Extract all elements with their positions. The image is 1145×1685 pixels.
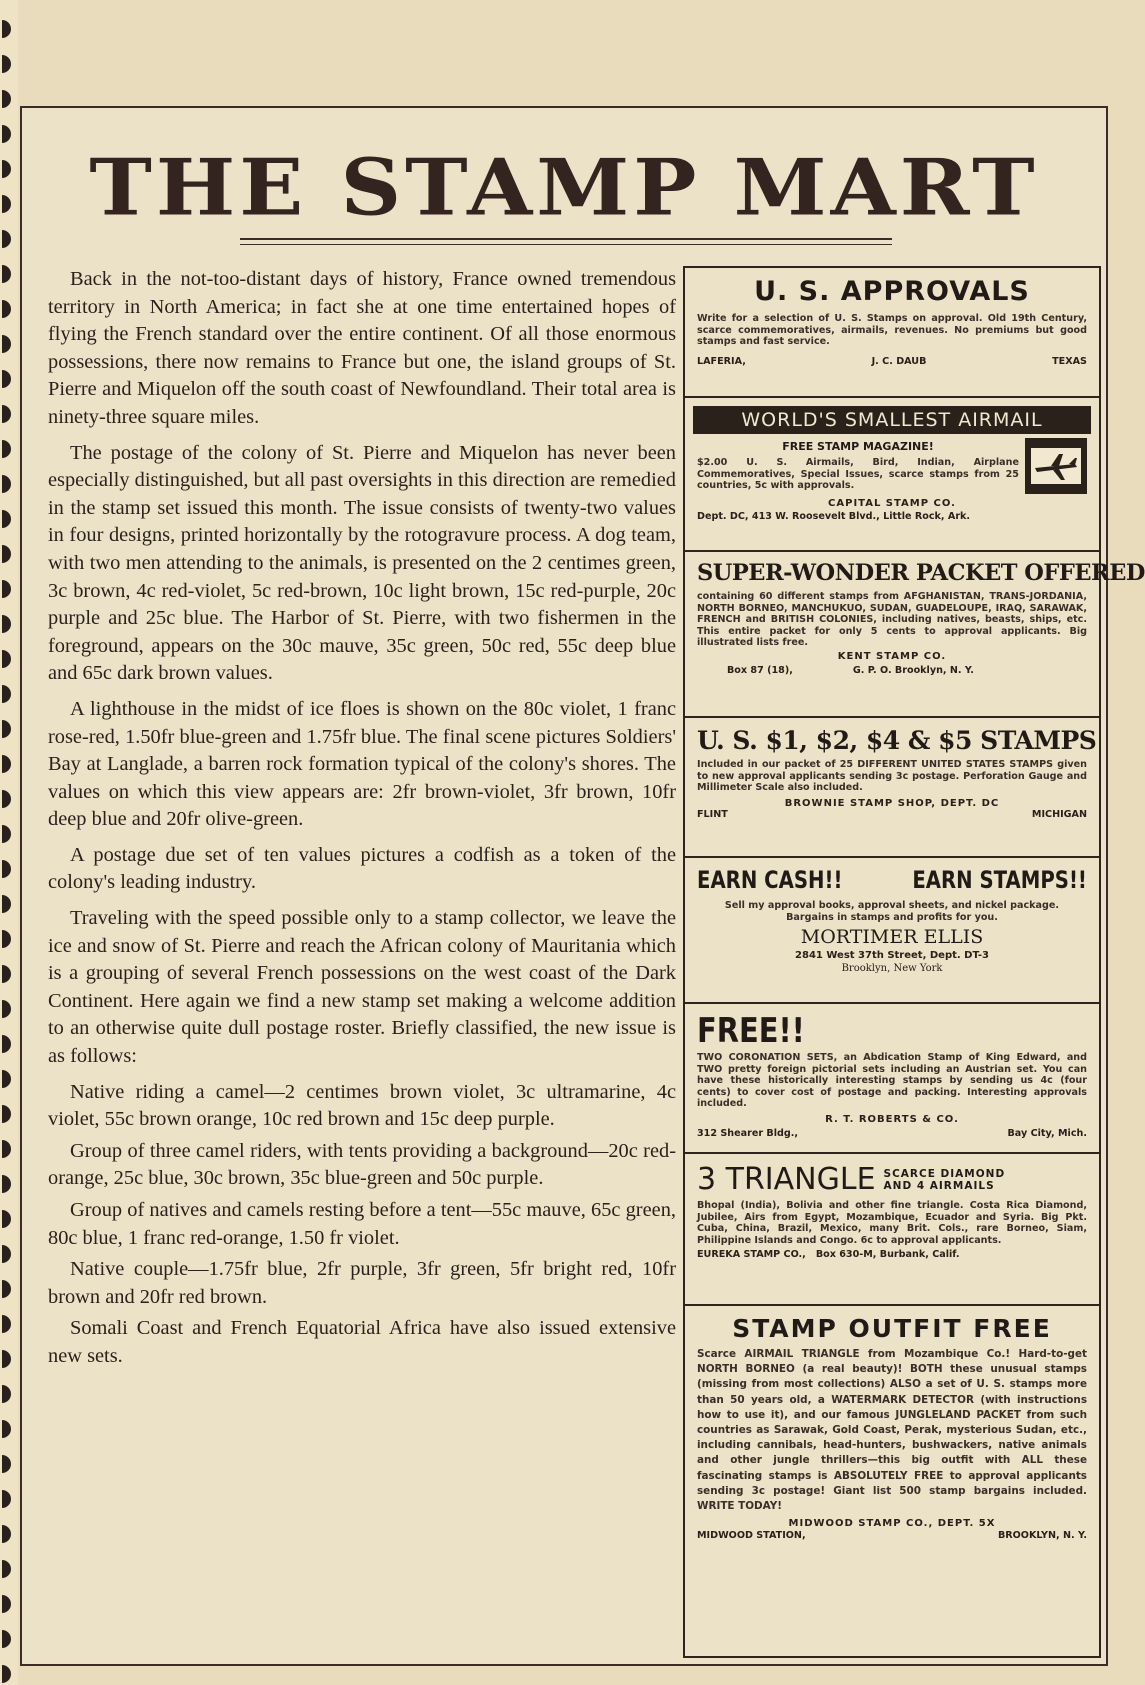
binding-hole [2, 545, 11, 563]
ad-body: Sell my approval books, approval sheets, and nickel package. Bargains in stamps and profits for you. [724, 900, 1060, 923]
ad-address: 2841 West 37th Street, Dept. DT-3 [795, 950, 989, 962]
ad-address-row [697, 809, 1087, 820]
binding-hole [2, 720, 11, 738]
ad-subhead: FREE STAMP MAGAZINE! [782, 440, 934, 453]
ad-box: Box 87 (18), [727, 664, 793, 676]
ad-side-text [884, 1168, 1087, 1192]
binding-hole [2, 1140, 11, 1158]
ad-us-dollar-stamps [685, 718, 1099, 858]
binding-hole [2, 1035, 11, 1053]
binding-hole [2, 300, 11, 318]
binding-hole [2, 930, 11, 948]
ad-address-row [697, 1530, 1087, 1541]
ad-us-approvals [685, 268, 1099, 398]
ad-headline: FREE!! [697, 1011, 805, 1051]
binding-hole [2, 615, 11, 633]
binding-hole [2, 895, 11, 913]
ad-name: J. C. DAUB [871, 355, 927, 367]
ad-name: MORTIMER ELLIS [800, 926, 984, 949]
ad-airmail-content [697, 438, 1087, 494]
ad-headline-row [697, 1162, 1087, 1197]
title-rule-thin [240, 244, 892, 245]
ad-state: MICHIGAN [1031, 808, 1087, 820]
binding-hole [2, 475, 11, 493]
article-paragraph: Group of three camel riders, with tents providing a background—20c red-orange, 25c blue, 30c brown, 35c blue-green and 50c purple. [48, 1139, 676, 1190]
binding-hole [2, 1525, 11, 1543]
article-paragraph: Back in the not-too-distant days of history, France owned tremendous territory in North America; in fact she at one time entertained hopes of flying the French standard over the entire continent. Of all those enormous possessions, there now remains to France but one, the island groups of St. Pierre and Miquelon off the south coast of Newfoundland. Their total area is ninety-three square miles. [48, 268, 676, 428]
binding-hole [2, 1595, 11, 1613]
advertisement-column [683, 266, 1145, 1658]
article-column [48, 266, 676, 1375]
ad-city: Bay City, Mich. [1007, 1127, 1087, 1139]
article-paragraph: Native riding a camel—2 centimes brown violet, 3c ultramarine, 4c violet, 55c brown orange, 10c red brown and 15c deep purple. [48, 1080, 676, 1131]
article-paragraph: A lighthouse in the midst of ice floes is shown on the 80c violet, 1 franc rose-red, 1.50fr blue-green and 1.75fr blue. The final scene pictures Soldiers' Bay at Langlade, a barren rock formation typical of the colony's shores. The values on which this view appears are: 2fr brown-violet, 3fr brown, 10fr deep blue and 20fr olive-green. [48, 697, 676, 831]
ad-body: $2.00 U. S. Airmails, Bird, Indian, Airplane Commemoratives, Special Issues, scarce stamps from 25 countries, 5c with approvals. [697, 457, 1019, 492]
ad-state: TEXAS [1052, 355, 1087, 367]
ad-city: Brooklyn, New York [841, 963, 943, 975]
binding-hole [2, 1560, 11, 1578]
ad-headline-row [697, 866, 1087, 894]
ad-company: R. T. ROBERTS & CO. [825, 1113, 959, 1125]
ad-headline: EARN CASH!! [697, 866, 843, 894]
binding-hole [2, 1420, 11, 1438]
ad-headline: U. S. $1, $2, $4 & $5 STAMPS [697, 726, 1097, 755]
ad-body: Scarce AIRMAIL TRIANGLE from Mozambique Co.! Hard-to-get NORTH BORNEO (a real beauty)! BOTH these unusual stamps (missing from most collections) ALSO a set of U. S. stamps more than 50 years old, a WATERMARK DETECTOR (with instructions how to use it), and our famous JUNGLELAND PACKET from such countries as Sarawak, Gold Coast, Perak, mysterious Sudan, etc., including cannibals, head-hunters, bushwackers, native animals and other jungle thrillers—this big outfit with ALL these fascinating stamps is ABSOLUTELY FREE to approval applicants sending 3c postage! Giant list 500 stamp bargains included. WRITE TODAY! [697, 1348, 1087, 1513]
binding-hole [2, 685, 11, 703]
binding-hole [2, 860, 11, 878]
ad-airmail-text [697, 438, 1019, 492]
ad-triangle [685, 1154, 1099, 1306]
article-paragraph: Traveling with the speed possible only to a stamp collector, we leave the ice and snow of St. Pierre and reach the African colony of Mauritania which is a grouping of several French possessions on the west coast of the Dark Continent. Here again we find a new stamp set making a welcome addition to an otherwise quite dull postage roster. Briefly classified, the new issue is as follows: [48, 907, 676, 1068]
ad-address-row [697, 356, 1087, 367]
ad-smallest-airmail [685, 398, 1099, 552]
ad-side-top: SCARCE DIAMOND [883, 1167, 1006, 1180]
ad-company: BROWNIE STAMP SHOP, DEPT. DC [784, 797, 1000, 809]
binding-hole [2, 1000, 11, 1018]
ad-body: TWO CORONATION SETS, an Abdication Stamp of King Edward, and TWO pretty foreign pictorial sets including an Austrian set. You can have these historically interesting stamps by sending us 4c (four cents) to cover cost of postage and packing. Interesting approvals included. [697, 1052, 1087, 1110]
binding-hole [2, 125, 11, 143]
ad-address: Dept. DC, 413 W. Roosevelt Blvd., Little Rock, Ark. [697, 511, 971, 522]
binding-hole [2, 790, 11, 808]
binding-hole [2, 650, 11, 668]
ad-company: KENT STAMP CO. [837, 650, 947, 662]
page-title: THE STAMP MART [89, 141, 1039, 234]
binding-hole [2, 1105, 11, 1123]
article-paragraph: The postage of the colony of St. Pierre and Miquelon has never been especially distinguished, but all past oversights in this direction are remedied in the stamp set issued this month. The issue consists of twenty-two values in four designs, printed horizontally by the rotogravure process. A dog team, with two men attending to the animals, is presented on the 2 centimes green, 3c brown, 4c red-violet, 5c red-brown, 10c light brown, 15c red-purple, 20c purple and 25c blue. The Harbor of St. Pierre, with two fishermen in the foreground, appears on the 30c mauve, 35c green, 50c red, 55c deep blue and 65c dark brown values. [48, 441, 676, 685]
binding-hole [2, 1490, 11, 1508]
ad-headline: U. S. APPROVALS [754, 276, 1030, 307]
binding-hole [2, 20, 11, 38]
binding-hole [2, 965, 11, 983]
binding-hole [2, 1070, 11, 1088]
binding-hole [2, 55, 11, 73]
ad-headline: STAMP OUTFIT FREE [732, 1314, 1052, 1343]
ad-earn-cash [685, 858, 1099, 1004]
airplane-illustration-icon [1025, 438, 1087, 494]
binding-hole [2, 370, 11, 388]
binding-hole [2, 825, 11, 843]
ad-city: G. P. O. Brooklyn, N. Y. [852, 664, 974, 676]
ad-company: CAPITAL STAMP CO. [828, 498, 956, 509]
magazine-page [20, 106, 1145, 1666]
ad-city: FLINT [697, 808, 728, 820]
ad-address-row [697, 1249, 1087, 1260]
binding-hole [2, 160, 11, 178]
binding-hole [2, 1350, 11, 1368]
article-paragraph: Native couple—1.75fr blue, 2fr purple, 3fr green, 5fr bright red, 10fr brown and 20fr red brown. [48, 1258, 676, 1308]
binding-hole [2, 230, 11, 248]
binding-hole [2, 195, 11, 213]
binding-hole [2, 1665, 11, 1683]
binding-hole [2, 1385, 11, 1403]
ad-city: BROOKLYN, N. Y. [997, 1530, 1087, 1542]
ad-body: containing 60 different stamps from AFGHANISTAN, TRANS-JORDANIA, NORTH BORNEO, MANCHUKUO, SUDAN, GUADELOUPE, IRAQ, SARAWAK, FRENCH and BRITISH COLONIES, including natives, beasts, ships, etc. This entire packet for only 5 cents to approval applicants. Big illustrated lists free. [697, 591, 1087, 649]
ad-free-top [697, 1012, 1087, 1050]
article-paragraph: Group of natives and camels resting before a tent—55c mauve, 65c green, 80c blue, 1 franc red-orange, 1.50 fr violet. [48, 1199, 676, 1249]
ad-company: EUREKA STAMP CO., [697, 1249, 806, 1261]
binding-hole [2, 265, 11, 283]
ad-address-row [697, 665, 1087, 676]
ad-banner: WORLD'S SMALLEST AIRMAIL [693, 406, 1091, 434]
binding-hole [2, 1245, 11, 1263]
ad-side-bottom: AND 4 AIRMAILS [883, 1179, 995, 1192]
ad-stamp-outfit [685, 1306, 1099, 1656]
ad-address: 312 Shearer Bldg., [697, 1127, 799, 1139]
ad-body: Included in our packet of 25 DIFFERENT UNITED STATES STAMPS given to new approval applicants sending 3c postage. Perforation Gauge and Millimeter Scale also included. [697, 759, 1087, 794]
title-rule [240, 238, 892, 240]
ad-headline: SUPER-WONDER PACKET OFFERED [697, 560, 1145, 586]
binding-hole [2, 1630, 11, 1648]
ad-address-row [697, 1128, 1087, 1139]
binding-hole [2, 580, 11, 598]
ad-free [685, 1004, 1099, 1154]
binding-hole [2, 440, 11, 458]
binding-hole [2, 1280, 11, 1298]
article-paragraph: A postage due set of ten values pictures a codfish as a token of the colony's leading industry. [48, 843, 676, 894]
binding-hole [2, 405, 11, 423]
ad-headline: 3 TRIANGLE [697, 1162, 876, 1197]
binding-edge [0, 0, 18, 1685]
article-paragraph: Somali Coast and French Equatorial Africa have also issued extensive new sets. [48, 1317, 676, 1367]
binding-hole [2, 1455, 11, 1473]
ad-super-wonder [685, 552, 1145, 718]
ad-body: Bhopal (India), Bolivia and other fine triangle. Costa Rica Diamond, Jubilee, Airs from Egypt, Mozambique, Ecuador and Syria. Big Pkt. Cuba, China, Brazil, Mexico, many Brit. Cols., rare Borneo, Siam, Philippine Islands and Congo. 6c to approval applicants. [697, 1200, 1087, 1246]
ad-station: MIDWOOD STATION, [697, 1530, 806, 1542]
ad-headline: EARN STAMPS!! [912, 866, 1088, 894]
ad-body: Write for a selection of U. S. Stamps on approval. Old 19th Century, scarce commemoratives, airmails, revenues. No premiums but good stamps and fast service. [697, 313, 1087, 348]
binding-hole [2, 90, 11, 108]
ad-address: Box 630-M, Burbank, Calif. [815, 1249, 960, 1261]
binding-hole [2, 335, 11, 353]
ad-city: LAFERIA, [697, 355, 746, 367]
binding-hole [2, 1175, 11, 1193]
binding-hole [2, 1210, 11, 1228]
ad-company: MIDWOOD STAMP CO., DEPT. 5X [788, 1518, 996, 1530]
binding-hole [2, 1315, 11, 1333]
binding-hole [2, 510, 11, 528]
binding-hole [2, 755, 11, 773]
